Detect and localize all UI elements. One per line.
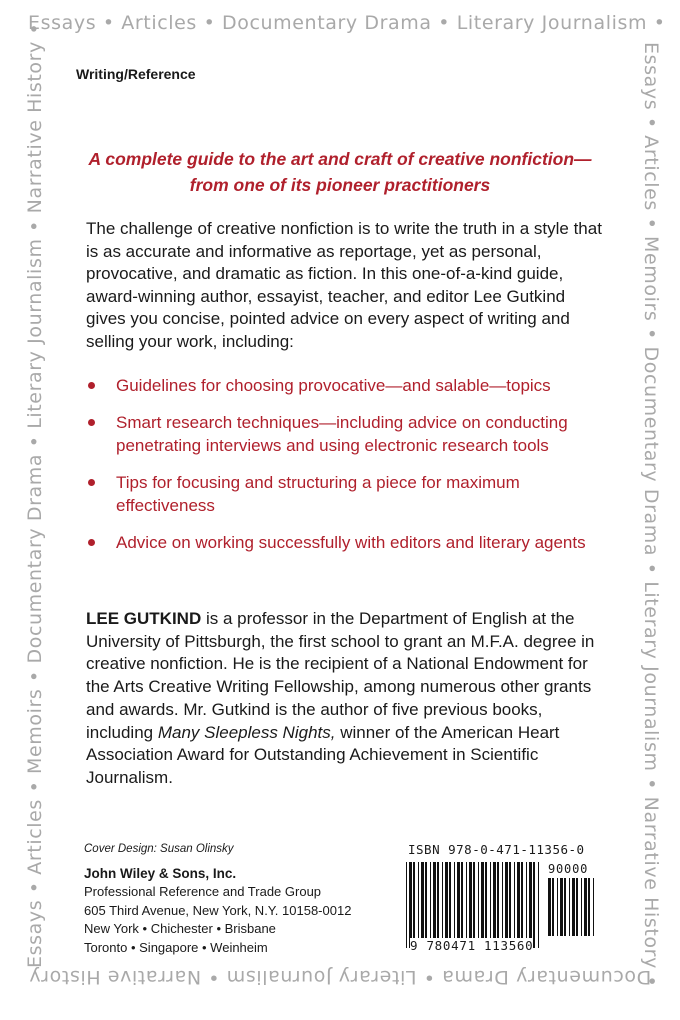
list-item (86, 531, 606, 554)
publisher-line: New York • Chichester • Brisbane (84, 921, 276, 936)
bullet-icon (88, 419, 95, 426)
list-item-text: Guidelines for choosing provocative—and salable—topics (116, 376, 551, 395)
barcode (400, 858, 600, 958)
bullet-icon (88, 479, 95, 486)
bullet-icon (88, 382, 95, 389)
list-item (86, 471, 606, 517)
bullet-icon (88, 539, 95, 546)
bio-text-after: winner of the American Heart Association Award for Outstanding Achievement in Scientific Journalism. (86, 722, 560, 787)
list-item (86, 374, 606, 397)
publisher-line: 605 Third Avenue, New York, N.Y. 10158-0012 (84, 902, 352, 918)
list-item-text: Tips for focusing and structuring a piece for maximum effectiveness (116, 473, 520, 515)
list-item (86, 411, 606, 457)
tagline: A complete guide to the art and craft of creative nonfiction—from one of its pioneer practitioners (88, 149, 592, 195)
cover-design-credit: Cover Design: Susan Olinsky (84, 843, 234, 855)
list-item-text: Smart research techniques—including advice on conducting penetrating interviews and using electronic research tools (116, 413, 568, 455)
barcode-main-icon (404, 862, 544, 948)
price-code: 90000 (548, 862, 589, 876)
isbn-label: ISBN 978-0-471-11356-0 (408, 842, 585, 857)
publisher-block (84, 840, 384, 957)
feature-list (86, 374, 606, 568)
border-text-top: Essays • Articles • Documentary Drama • Literary Journalism • (28, 12, 666, 34)
category-label: Writing/Reference (76, 66, 196, 82)
border-text-right: Essays • Articles • Memoirs • Documentary Drama • Literary Journalism • Narrative History • (640, 42, 662, 988)
bio-text-before: is a professor in the Department of English at the University of Pittsburgh, the first school to grant an M.F.A. degree in creative nonfiction. He is the recipient of a National Endowment for the Arts Creative Writing Fellowship, among numerous other grants and awards. Mr. Gutkind is the author of five previous books, including (86, 609, 595, 742)
barcode-number: 9 780471 113560 (410, 938, 534, 953)
publisher-line: Professional Reference and Trade Group (84, 884, 322, 899)
book-title: Many Sleepless Nights, (157, 722, 336, 742)
publisher-name: John Wiley & Sons, Inc. (84, 865, 237, 881)
list-item-text: Advice on working successfully with editors and literary agents (116, 533, 586, 552)
author-bio (86, 608, 606, 790)
barcode-addon-icon (546, 878, 598, 936)
border-text-bottom: Documentary Drama • Literary Journalism • Narrative History (28, 966, 652, 988)
publisher-line: Toronto • Singapore • Weinheim (84, 939, 268, 955)
intro-paragraph: The challenge of creative nonfiction is to write the truth in a style that is as accurate and informative as reportage, yet as personal, provocative, and dramatic as fiction. In this one-of-a-kind guide, award-winning author, essayist, teacher, and editor Lee Gutkind gives you concise, pointed advice on every aspect of writing and selling your work, including: (86, 219, 602, 351)
border-text-left: Essays • Articles • Memoirs • Documentary Drama • Literary Journalism • Narrative History • (24, 22, 46, 968)
author-name: LEE GUTKIND (86, 609, 202, 628)
